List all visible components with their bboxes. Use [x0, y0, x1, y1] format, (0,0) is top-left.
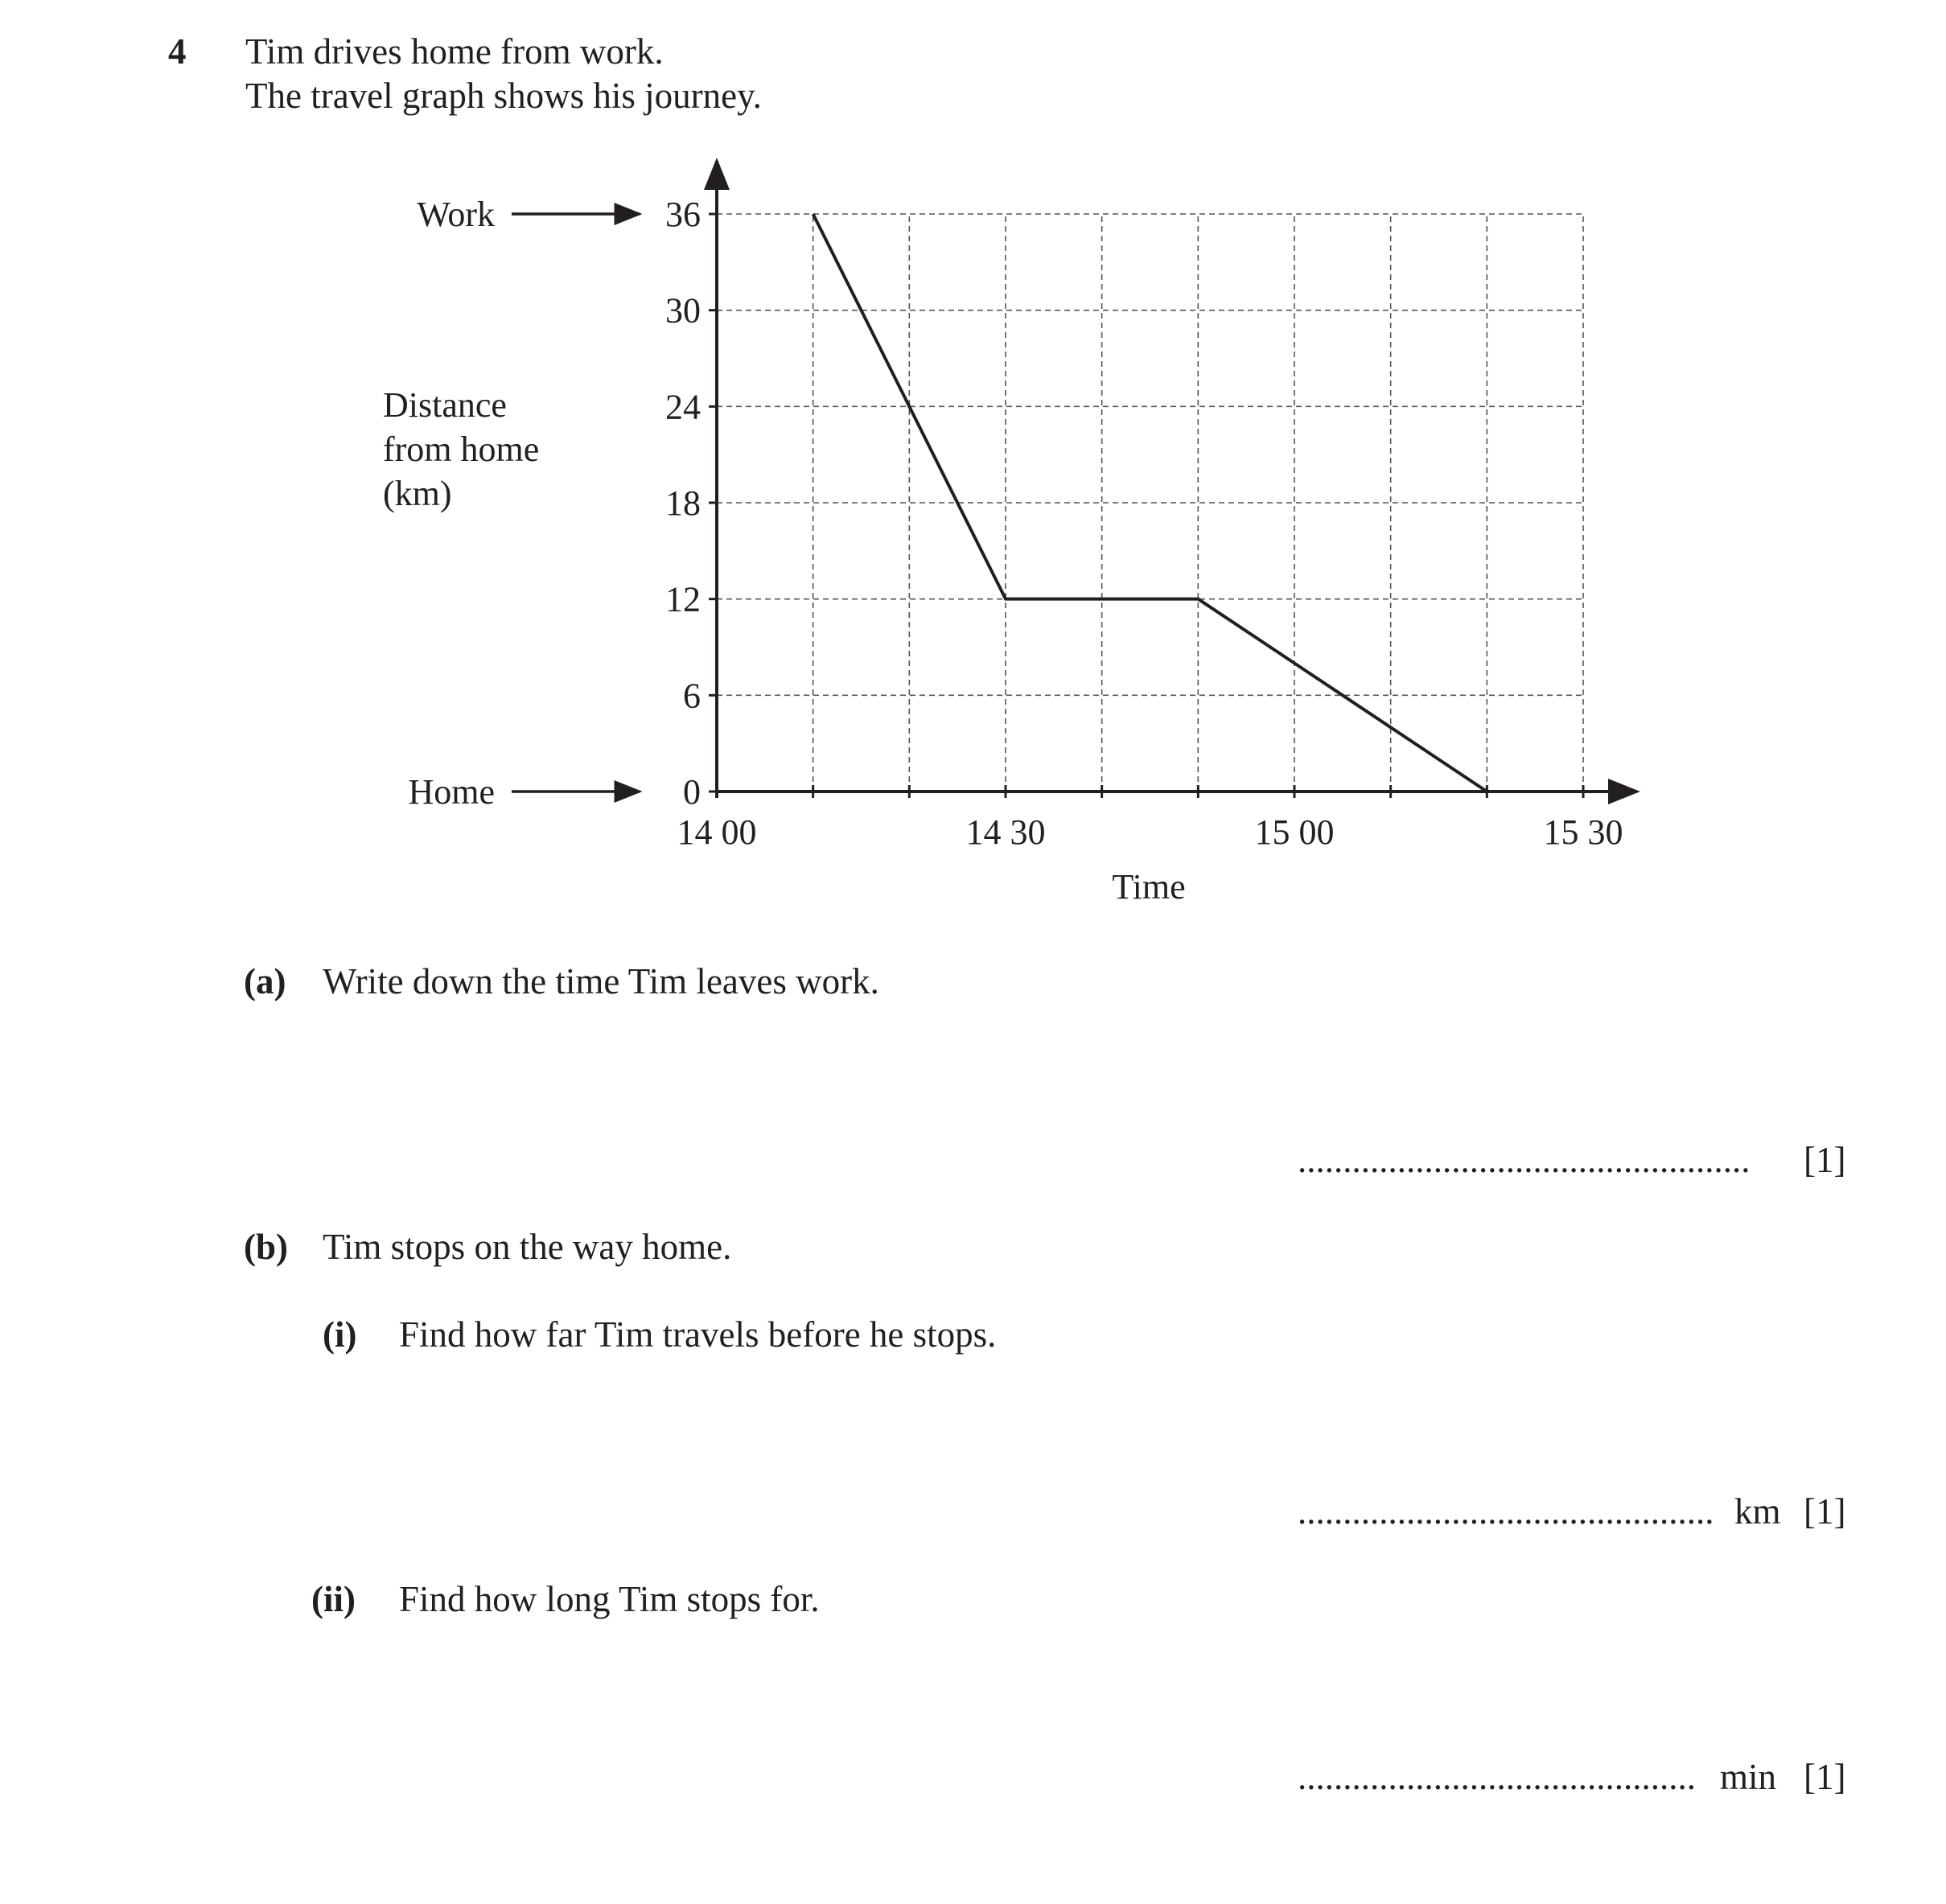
part-b-text: Tim stops on the way home.	[323, 1227, 732, 1267]
part-a-answer-line[interactable]: ..................................................	[1298, 1140, 1751, 1180]
annotation-work-label: Work	[417, 195, 495, 234]
part-a-text: Write down the time Tim leaves work.	[323, 961, 879, 1001]
y-tick-label: 36	[665, 195, 701, 234]
part-b-ii-unit: min	[1720, 1757, 1777, 1797]
part-b-ii-answer-line[interactable]: ............................................	[1298, 1757, 1696, 1797]
x-axis-label: Time	[1112, 867, 1186, 907]
part-b-i-answer-line[interactable]: ..............................................	[1298, 1491, 1714, 1532]
part-a-marks: [1]	[1804, 1140, 1846, 1180]
part-a-label: (a)	[244, 961, 286, 1001]
x-tick-label: 15 00	[1254, 812, 1335, 852]
y-tick-label: 12	[665, 579, 701, 619]
y-axis-label-line: (km)	[383, 474, 452, 513]
x-tick-label: 14 00	[677, 812, 757, 852]
y-tick-label: 6	[683, 676, 701, 716]
part-b-i-label: (i)	[323, 1314, 357, 1355]
part-b-label: (b)	[244, 1227, 288, 1267]
chart-labels	[383, 195, 1623, 907]
y-axis-label-line: from home	[383, 430, 540, 469]
part-b-i-marks: [1]	[1804, 1491, 1846, 1532]
part-b-ii-text: Find how long Tim stops for.	[399, 1579, 820, 1619]
question-number: 4	[168, 31, 187, 72]
annotation-home-label: Home	[408, 772, 495, 812]
question-intro-line2: The travel graph shows his journey.	[245, 76, 762, 116]
part-b-i-unit: km	[1734, 1491, 1781, 1532]
part-b-ii-marks: [1]	[1804, 1757, 1846, 1797]
part-b-i-text: Find how far Tim travels before he stops.	[399, 1314, 997, 1355]
part-b-ii-label: (ii)	[311, 1579, 356, 1619]
x-tick-label: 15 30	[1543, 812, 1623, 852]
x-tick-label: 14 30	[965, 812, 1046, 852]
y-tick-label: 24	[665, 387, 701, 427]
question-intro-line1: Tim drives home from work.	[245, 31, 664, 72]
y-tick-label: 30	[665, 290, 701, 331]
travel-graph	[0, 0, 1946, 925]
chart-axes	[512, 161, 1637, 798]
y-tick-label: 18	[665, 483, 701, 523]
y-tick-label: 0	[683, 772, 701, 812]
chart-grid	[717, 214, 1583, 792]
y-axis-label-line: Distance	[383, 385, 507, 425]
